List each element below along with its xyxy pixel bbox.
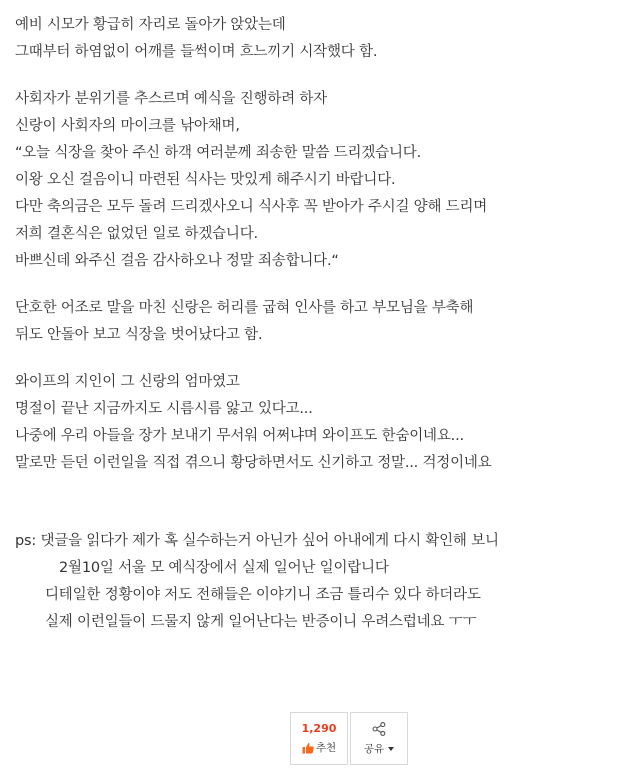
- recommend-label: 추천: [315, 742, 337, 754]
- post-text-line: 나중에 우리 아들을 장가 보내기 무서워 어쩌냐며 와이프도 한숨이네요...: [15, 428, 464, 444]
- share-button[interactable]: [350, 712, 408, 765]
- post-text-line: 말로만 듣던 이런일을 직접 겪으니 황당하면서도 신기하고 정말... 걱정이네요: [15, 455, 492, 471]
- post-text-line: 와이프의 지인이 그 신랑의 엄마였고: [15, 374, 240, 390]
- post-text-line: 사회자가 분위기를 추스르며 예식을 진행하려 하자: [15, 91, 327, 107]
- share-row: [364, 742, 394, 756]
- post-text-line: 저희 결혼식은 없었던 일로 하겠습니다.: [15, 226, 258, 242]
- share-label: 공유: [363, 742, 385, 755]
- ps-line: ps: 댓글을 읽다가 제가 혹 실수하는거 아닌가 싶어 아내에게 다시 확인해 보니: [15, 533, 499, 549]
- ps-line: 2월10일 서울 모 예식장에서 실제 일어난 일이랍니다: [59, 560, 389, 576]
- post-text-line: 예비 시모가 황급히 자리로 돌아가 앉았는데: [15, 17, 286, 33]
- postscript: [15, 528, 625, 636]
- post-text-line: 신랑이 사회자의 마이크를 낚아채며,: [15, 118, 240, 134]
- paragraph: [15, 295, 630, 349]
- post-text-line: 뒤도 안돌아 보고 식장을 벗어났다고 함.: [15, 327, 263, 343]
- caret-down-icon: [388, 747, 394, 751]
- recommend-count: 1,290: [301, 722, 337, 735]
- share-icon: [372, 722, 386, 736]
- post-body: [15, 12, 630, 497]
- post-text-line: 단호한 어조로 말을 마친 신랑은 허리를 굽혀 인사를 하고 부모님을 부축해: [15, 300, 474, 316]
- ps-line: 디테일한 정황이야 저도 전해들은 이야기니 조금 틀리수 있다 하더라도: [45, 587, 481, 603]
- post-text-line: 바쁘신데 와주신 걸음 감사하오나 정말 죄송합니다.“: [15, 253, 339, 269]
- paragraph: [15, 86, 630, 275]
- post-text-line: 그때부터 하염없이 어깨를 들썩이며 흐느끼기 시작했다 함.: [15, 44, 378, 60]
- recommend-button[interactable]: [290, 712, 348, 765]
- paragraph: [15, 369, 630, 477]
- post-actions: [290, 712, 408, 765]
- recommend-row: [302, 741, 336, 755]
- post-text-line: “오늘 식장을 찾아 주신 하객 여러분께 죄송한 말씀 드리겠습니다.: [15, 145, 421, 161]
- post-text-line: 다만 축의금은 모두 돌려 드리겠사오니 식사후 꼭 받아가 주시길 양해 드리며: [15, 199, 488, 215]
- post-text-line: 이왕 오신 걸음이니 마련된 식사는 맛있게 해주시기 바랍니다.: [15, 172, 396, 188]
- post-text-line: 명절이 끝난 지금까지도 시름시름 앓고 있다고...: [15, 401, 313, 417]
- ps-line: 실제 이런일들이 드물지 않게 일어난다는 반증이니 우려스럽네요 ㅜㅜ: [45, 614, 477, 630]
- paragraph: [15, 12, 630, 66]
- thumbs-up-icon: [302, 742, 314, 754]
